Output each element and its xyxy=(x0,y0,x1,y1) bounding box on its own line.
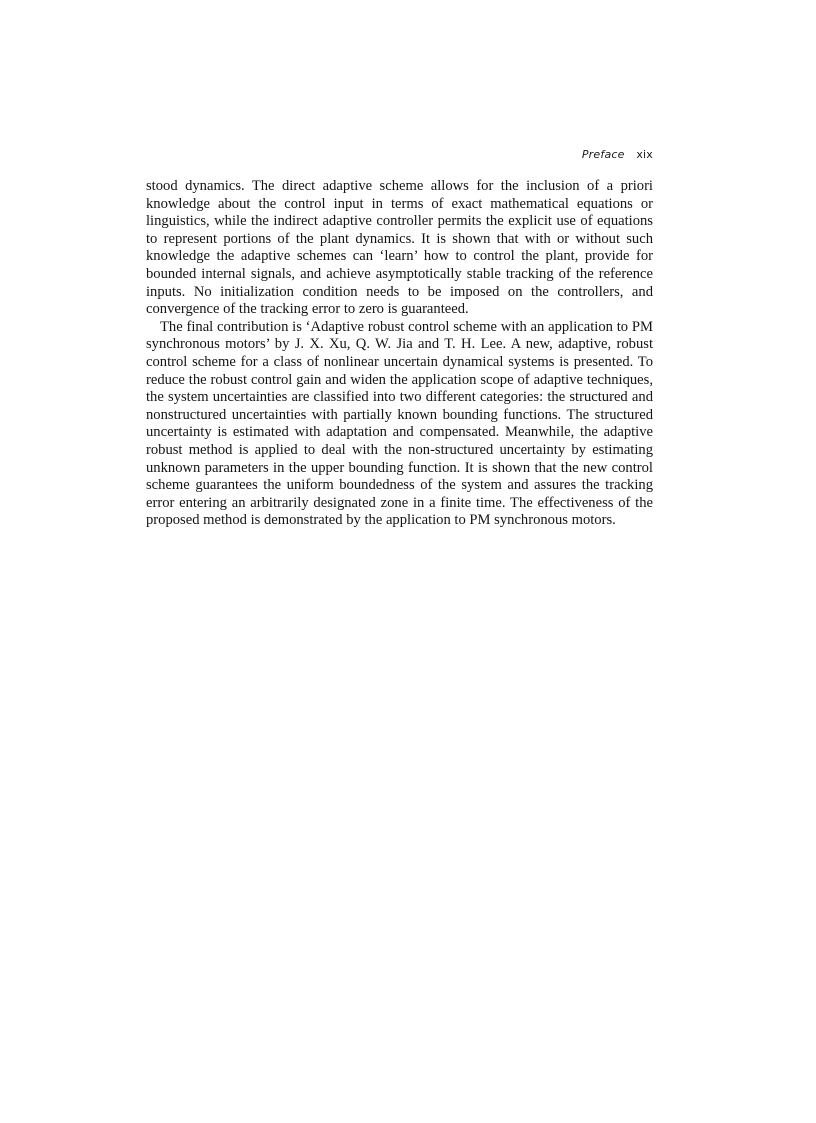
running-head-section: Preface xyxy=(581,148,625,161)
running-head xyxy=(146,148,653,161)
body-text xyxy=(146,178,653,530)
page-number: xix xyxy=(636,148,653,161)
paragraph: The final contribution is ‘Adaptive robust control scheme with an application to PM synchronous motors’ by J. X. Xu, Q. W. Jia and T. H. Lee. A new, adaptive, robust control scheme for a class of nonlinear uncertain dynamical systems is presented. To reduce the robust control gain and widen the application scope of adaptive techniques, the system uncertainties are classified into two different categories: the structured and nonstructured uncertainties with partially known bounding functions. The structured uncertainty is estimated with adaptation and compensated. Meanwhile, the adaptive robust method is applied to deal with the non-structured uncertainty by estimating unknown parameters in the upper bounding function. It is shown that the new control scheme guarantees the uniform boundedness of the system and assures the tracking error entering an arbitrarily designated zone in a finite time. The effectiveness of the proposed method is demonstrated by the application to PM synchronous motors. xyxy=(146,318,653,529)
paragraph: stood dynamics. The direct adaptive scheme allows for the inclusion of a priori knowledge about the control input in terms of exact mathematical equations or linguistics, while the indirect adaptive controller permits the explicit use of equations to represent portions of the plant dynamics. It is shown that with or without such knowledge the adaptive schemes can ‘learn’ how to control the plant, provide for bounded internal signals, and achieve asymptotically stable tracking of the reference inputs. No initialization condition needs to be imposed on the controllers, and convergence of the tracking error to zero is guaranteed. xyxy=(146,178,653,318)
